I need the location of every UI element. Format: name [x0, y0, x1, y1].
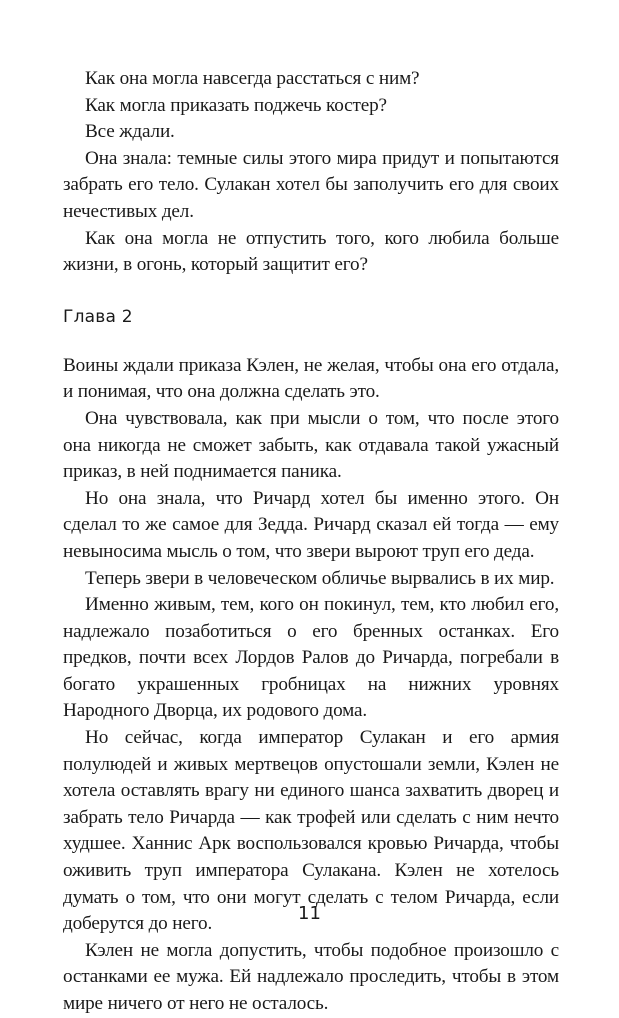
paragraph: Она знала: темные силы этого мира придут и попытаются забрать его тело. Сулакан хотел бы заполучить его для своих нечестивых дел. — [63, 147, 559, 222]
paragraph: Теперь звери в человеческом обличье вырвались в их мир. — [85, 567, 555, 589]
page-number: 11 — [298, 903, 321, 924]
paragraph: Как могла приказать поджечь костер? — [85, 94, 387, 116]
paragraph: Именно живым, тем, кого он покинул, тем, кто любил его, надлежало позаботиться о его бренных останках. Его предков, почти всех Лордов Ралов до Ричарда, погребали в богато украшенных гробницах на нижних уровнях Народного Дворца, их родового дома. — [63, 594, 559, 722]
chapter-heading: Глава 2 — [63, 306, 133, 327]
paragraph: Как она могла навсегда расстаться с ним? — [85, 68, 420, 89]
paragraph: Она чувствовала, как при мысли о том, что после этого она никогда не сможет забыть, как отдавала такой ужасный приказ, в ней поднимается паника. — [63, 407, 559, 483]
body-text — [63, 66, 559, 1018]
paragraph: Кэлен не могла допустить, чтобы подобное произошло с останками ее мужа. Ей надлежало проследить, чтобы в этом мире ничего от него не осталось. — [63, 939, 559, 1014]
paragraph: Все ждали. — [85, 121, 175, 143]
paragraph: Как она могла не отпустить того, кого любила больше жизни, в огонь, который защитит его? — [63, 227, 559, 276]
paragraph: Но она знала, что Ричард хотел бы именно этого. Он сделал то же самое для Зедда. Ричард сказал ей тогда — ему невыносима мысль о том, что звери выроют труп его деда. — [63, 487, 559, 562]
paragraph: Но сейчас, когда император Сулакан и его армия полулюдей и живых мертвецов опустошали земли, Кэлен не хотела оставлять врагу ни единого шанса захватить дворец и забрать тело Ричарда — как трофей или сделать с ним нечто худшее. Ханнис Арк воспользовался кровью Ричарда, чтобы оживить труп императора Сулакана. Кэлен не хотелось думать о том, что они могут сделать с телом Ричарда, если доберутся до него. — [63, 727, 559, 935]
paragraph: Воины ждали приказа Кэлен, не желая, чтобы она его отдала, и понимая, что она должна сделать это. — [63, 354, 559, 403]
